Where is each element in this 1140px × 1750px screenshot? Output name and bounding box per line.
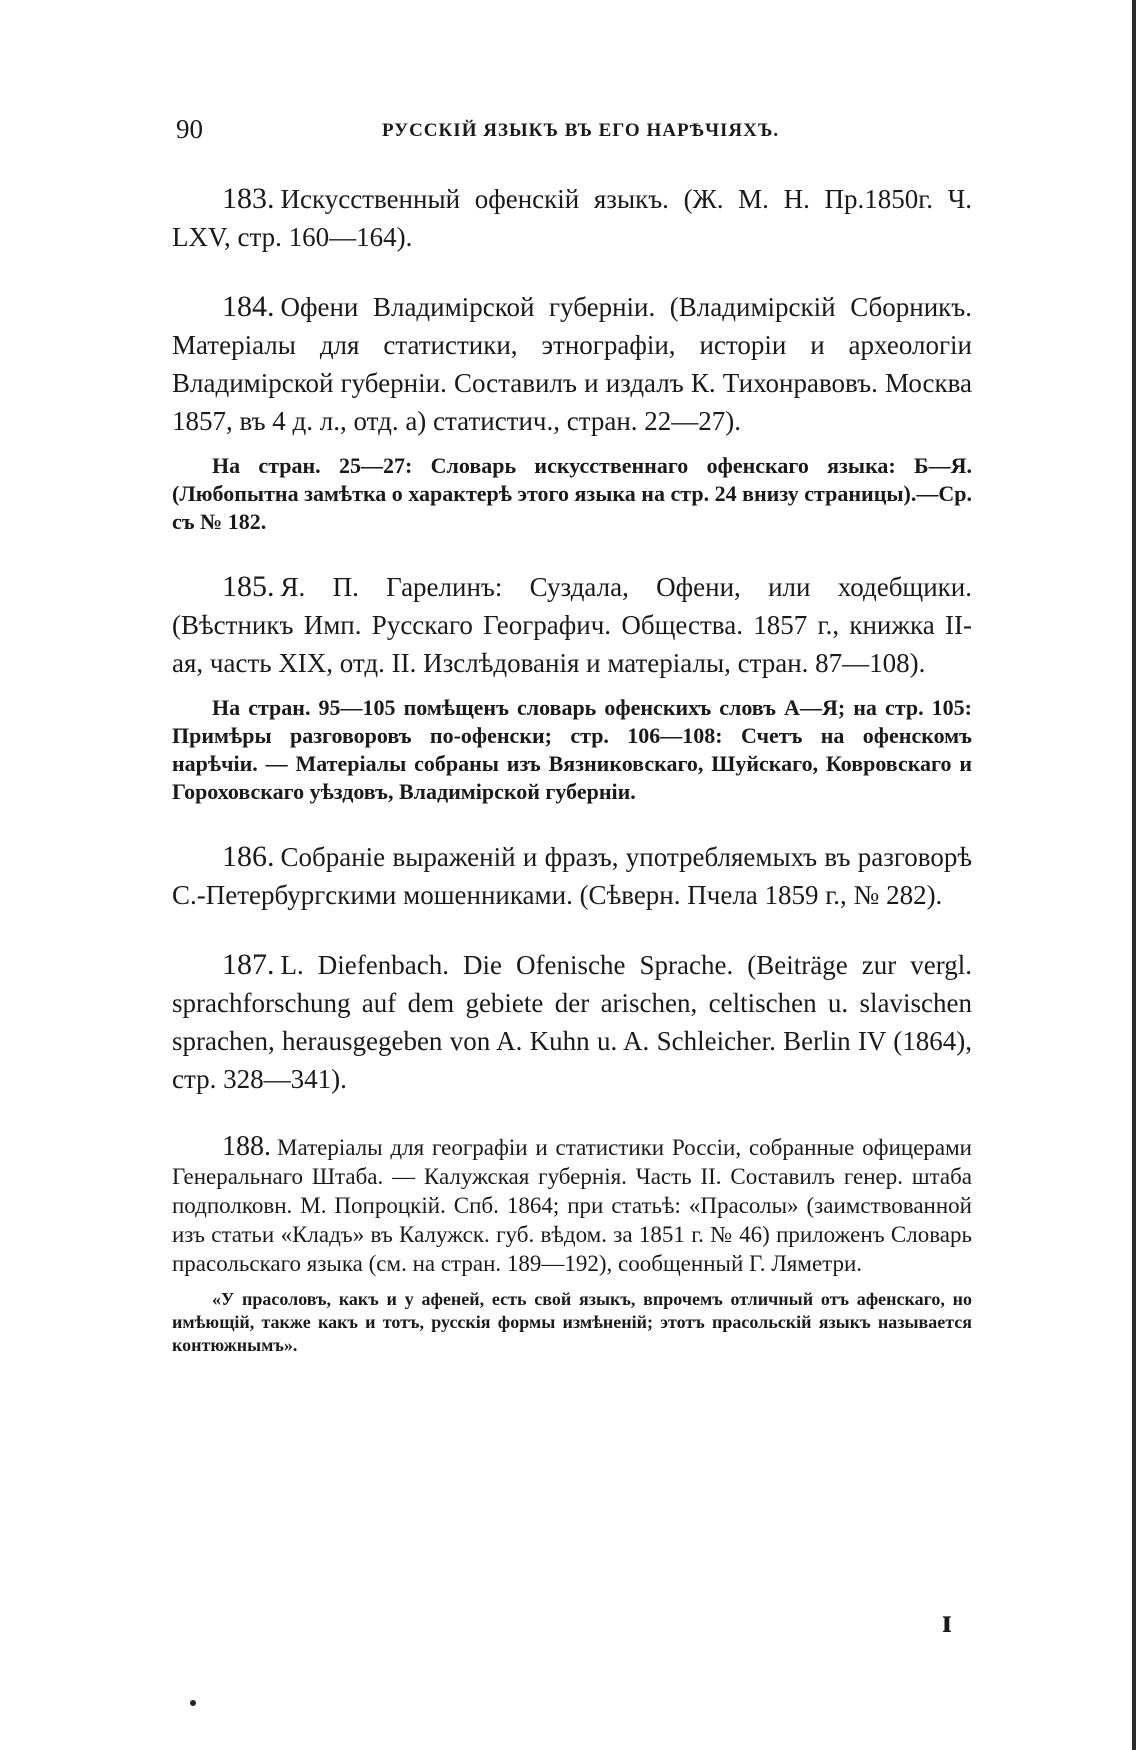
entry-number: 183. — [222, 182, 275, 215]
bibliography-entry-187 — [172, 946, 972, 1098]
running-title: РУССКІЙ ЯЗЫКЪ ВЪ ЕГО НАРѢЧІЯХЪ. — [382, 120, 780, 141]
bibliography-entry-184 — [172, 288, 972, 440]
entry-text: Офени Владимірской губерніи. (Владимірскій Сборникъ. Матеріалы для статистики, этнографіи, исторіи и археологіи Владимірской губерніи. Составилъ и издалъ К. Тихонравовъ. Москва 1857, въ 4 д. л., отд. а) статистич., стран. 22—27). — [172, 292, 972, 436]
entry-number: 186. — [222, 840, 275, 873]
entry-note-184: На стран. 25—27: Словарь искусственнаго офенскаго языка: Б—Я. (Любопытна замѣтка о характерѣ этого языка на стр. 24 внизу страницы).—Ср. съ № 182. — [172, 453, 972, 534]
entry-text: Собраніе выраженій и фразъ, употребляемыхъ въ разговорѣ С.-Петербургскими мошенниками. (Сѣверн. Пчела 1859 г., № 282). — [172, 842, 972, 910]
page-edge-rule — [1132, 0, 1136, 1750]
entry-text: L. Diefenbach. Die Ofenische Sprache. (Beiträge zur vergl. sprachforschung auf dem gebiete der arischen, celtischen u. slavischen sprachen, herausgegeben von A. Kuhn u. A. Schleicher. Berlin IV (1864), стр. 328—341). — [172, 950, 972, 1094]
entry-text: Я. П. Гарелинъ: Суздала, Офени, или ходебщики. (Вѣстникъ Имп. Русскаго Географич. Общества. 1857 г., книжка II-ая, часть XIX, отд. II. Изслѣдованія и матеріалы, стран. 87—108). — [172, 572, 972, 678]
entry-text: Искусственный офенскій языкъ. (Ж. М. Н. Пр.1850г. Ч. LXV, стр. 160—164). — [172, 184, 972, 252]
entry-note-188: «У прасоловъ, какъ и у афеней, есть свой языкъ, впрочемъ отличный отъ афенскаго, но имѣющій, также какъ и тотъ, русскія формы измѣненій; этотъ прасольскій языкъ называется контюжнымъ». — [172, 1289, 972, 1355]
entry-text: Матеріалы для географіи и статистики Россіи, собранные офицерами Генеральнаго Штаба. — Калужская губернія. Часть II. Составилъ генер. штаба подполковн. М. Попроцкій. Спб. 1864; при статьѣ: «Прасолы» (заимствованной изъ статьи «Кладъ» въ Калужск. губ. вѣдом. за 1851 г. № 46) приложенъ Словарь прасольскаго языка (см. на стран. 189—192), сообщенный Г. Ляметри. — [172, 1135, 972, 1276]
entry-note-185: На стран. 95—105 помѣщенъ словарь офенскихъ словъ А—Я; на стр. 105: Примѣры разговоровъ по-офенски; стр. 106—108: Счетъ на офенскомъ нарѣчіи. — Матеріалы собраны изъ Вязниковскаго, Шуйскаго, Ковровскаго и Гороховскаго уѣздовъ, Владимірской губерніи. — [172, 695, 972, 804]
entry-number: 184. — [222, 290, 275, 323]
scan-speck — [190, 1700, 196, 1706]
entry-number: 187. — [222, 948, 275, 981]
entry-number: 188. — [222, 1131, 271, 1162]
bibliography-entry-188 — [172, 1132, 972, 1278]
page-number: 90 — [176, 114, 203, 144]
book-page — [172, 110, 972, 1357]
page-header — [172, 110, 972, 152]
bibliography-entry-183 — [172, 180, 972, 256]
entry-number: 185. — [222, 570, 275, 603]
bibliography-entry-186 — [172, 838, 972, 914]
printer-mark: ɪ — [942, 1603, 952, 1640]
bibliography-entry-185 — [172, 568, 972, 682]
